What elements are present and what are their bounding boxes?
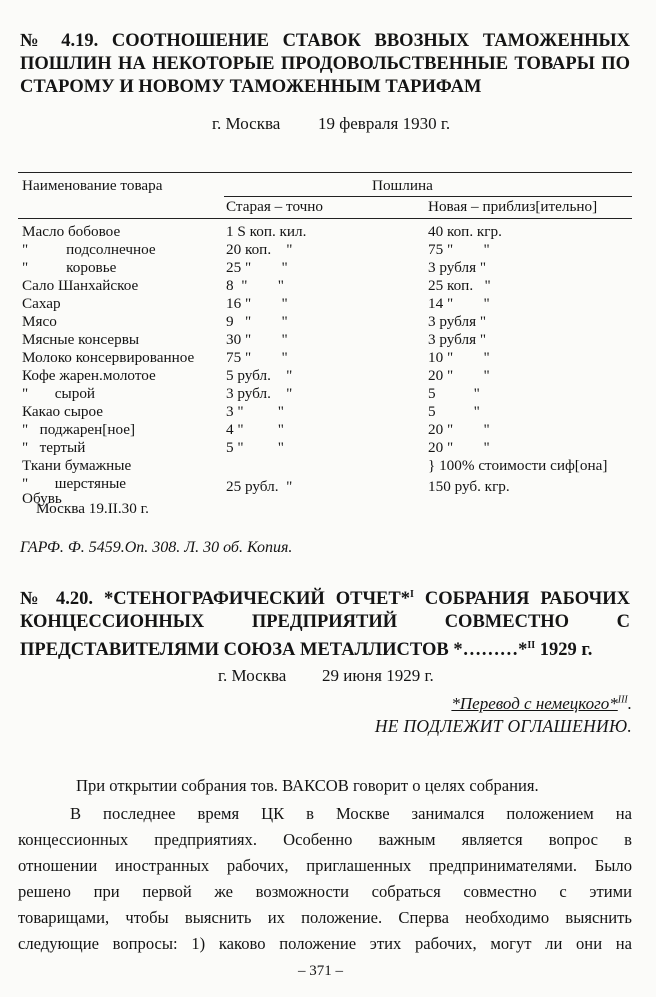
table-cell-old: 16 " " xyxy=(226,295,288,312)
table-cell-old: 5 рубл. " xyxy=(226,367,293,384)
table-cell-old: 9 " " xyxy=(226,313,288,330)
paragraph-main xyxy=(18,801,632,957)
table-header-new: Новая – приблиз[ительно] xyxy=(428,198,598,215)
table-cell-old: 75 " " xyxy=(226,349,288,366)
table-cell-name: " тертый xyxy=(22,439,86,456)
doc-419-title-line: № 4.19. СООТНОШЕНИЕ СТАВОК ВВОЗНЫХ ТАМОЖЕННЫХ xyxy=(20,31,630,51)
table-cell-name: Мясо xyxy=(22,313,57,330)
doc-420-place: г. Москва xyxy=(218,666,287,685)
doc-420-title-line: № 4.20. *СТЕНОГРАФИЧЕСКИЙ ОТЧЕТ*$^I$ СОБРАНИЯ РАБОЧИХ xyxy=(20,589,630,610)
table-cell-old: 3 " " xyxy=(226,403,284,420)
translation-note: *Перевод с немецкого*$^{III}$. xyxy=(451,694,632,713)
table-cell-new: 150 руб. кгр. xyxy=(428,478,510,495)
table-cell-name: Масло бобовое xyxy=(22,223,121,240)
table-cell-old: 5 " " xyxy=(226,439,284,456)
table-cell-new: } 100% стоимости сиф[она] xyxy=(428,457,608,474)
table-header-rule xyxy=(18,218,632,219)
table-cell-old: 30 " " xyxy=(226,331,288,348)
table-cell-name: Сахар xyxy=(22,295,61,312)
table-cell-new: 20 " " xyxy=(428,367,490,384)
paragraph-line: следующие вопросы: 1) каково положение этих рабочих, могут ли они на xyxy=(18,934,632,953)
paragraph-line: отношении иностранных рабочих, приглашенных предпринимателями. Было xyxy=(18,856,632,875)
table-header-name: Наименование товара xyxy=(22,177,163,194)
table-cell-new: 3 рубля " xyxy=(428,313,487,330)
doc-420-title-line: КОНЦЕССИОННЫХ ПРЕДПРИЯТИЙ СОВМЕСТНО С xyxy=(20,612,630,633)
table-cell-old: 1 S коп. кил. xyxy=(226,223,307,240)
paragraph-line: товарищами, чтобы выяснить их положение. Сперва необходимо выяснить xyxy=(18,908,632,927)
doc-419-title-line: СТАРОМУ И НОВОМУ ТАМОЖЕННЫМ ТАРИФАМ xyxy=(20,77,482,97)
table-cell-new: 3 рубля " xyxy=(428,331,487,348)
table-cell-name: " коровье xyxy=(22,259,117,276)
doc-419-title xyxy=(20,30,630,99)
table-cell-new: 14 " " xyxy=(428,295,490,312)
table-header-old: Старая – точно xyxy=(226,198,323,215)
table-header-duty: Пошлина xyxy=(372,177,433,194)
doc-419-source: ГАРФ. Ф. 5459.Оп. 308. Л. 30 об. Копия. xyxy=(20,539,293,556)
table-cell-old: 4 " " xyxy=(226,421,284,438)
table-cell-old: 20 коп. " xyxy=(226,241,293,258)
table-cell-new: 3 рубля " xyxy=(428,259,487,276)
table-cell-name: " поджарен[ное] xyxy=(22,421,136,438)
table-cell-name: Сало Шанхайское xyxy=(22,277,139,294)
table-cell-new: 75 " " xyxy=(428,241,490,258)
paragraph-line: В последнее время ЦК в Москве занимался положением на xyxy=(70,804,632,823)
table-cell-name: Какао сырое xyxy=(22,403,104,420)
doc-420-title xyxy=(20,583,630,662)
table-cell-old: 25 " " xyxy=(226,259,288,276)
secrecy-mark: НЕ ПОДЛЕЖИТ ОГЛАШЕНИЮ. xyxy=(374,716,632,736)
table-cell-old: 8 " " xyxy=(226,277,284,294)
paragraph-opening: При открытии собрания тов. ВАКСОВ говорит о целях собрания. xyxy=(76,776,539,795)
doc-420-date: 29 июня 1929 г. xyxy=(322,666,434,685)
table-cell-old: 3 рубл. " xyxy=(226,385,293,402)
table-cell-new: 25 коп. " xyxy=(428,277,491,294)
doc-419-title-line: ПОШЛИН НА НЕКОТОРЫЕ ПРОДОВОЛЬСТВЕННЫЕ ТОВАРЫ ПО xyxy=(20,54,630,74)
table-cell-new: 5 " xyxy=(428,385,480,402)
table-footer: Москва 19.II.30 г. xyxy=(36,500,149,517)
doc-420-title-line: ПРЕДСТАВИТЕЛЯМИ СОЮЗА МЕТАЛЛИСТОВ *………*$^{II}$ 1929 г. xyxy=(20,640,593,661)
table-cell-name: Обувь xyxy=(22,490,62,507)
page-number: – 371 – xyxy=(298,963,343,979)
paragraph-line: решено при первой же возможности собраться совместно с этими xyxy=(18,882,632,901)
table-cell-name: Молоко консервированное xyxy=(22,349,195,366)
table-cell-new: 5 " xyxy=(428,403,480,420)
table-cell-name: Ткани бумажные xyxy=(22,457,132,474)
table-top-rule xyxy=(18,172,632,173)
table-cell-new: 20 " " xyxy=(428,421,490,438)
paragraph-line: концессионных предприятиях. Особенно важным является вопрос в xyxy=(18,830,632,849)
doc-419-place: г. Москва xyxy=(212,114,281,133)
table-cell-new: 40 коп. кгр. xyxy=(428,223,502,240)
table-cell-old: 25 рубл. " xyxy=(226,478,293,495)
table-cell-name: " шерстяные xyxy=(22,475,127,492)
table-cell-name: " сырой xyxy=(22,385,96,402)
doc-419-date: 19 февраля 1930 г. xyxy=(318,114,451,133)
table-cell-name: Кофе жарен.молотое xyxy=(22,367,156,384)
table-cell-name: " подсолнечное xyxy=(22,241,156,258)
table-cell-new: 10 " " xyxy=(428,349,490,366)
table-cell-new: 20 " " xyxy=(428,439,490,456)
table-cell-name: Мясные консервы xyxy=(22,331,140,348)
table-mid-rule xyxy=(224,196,632,197)
